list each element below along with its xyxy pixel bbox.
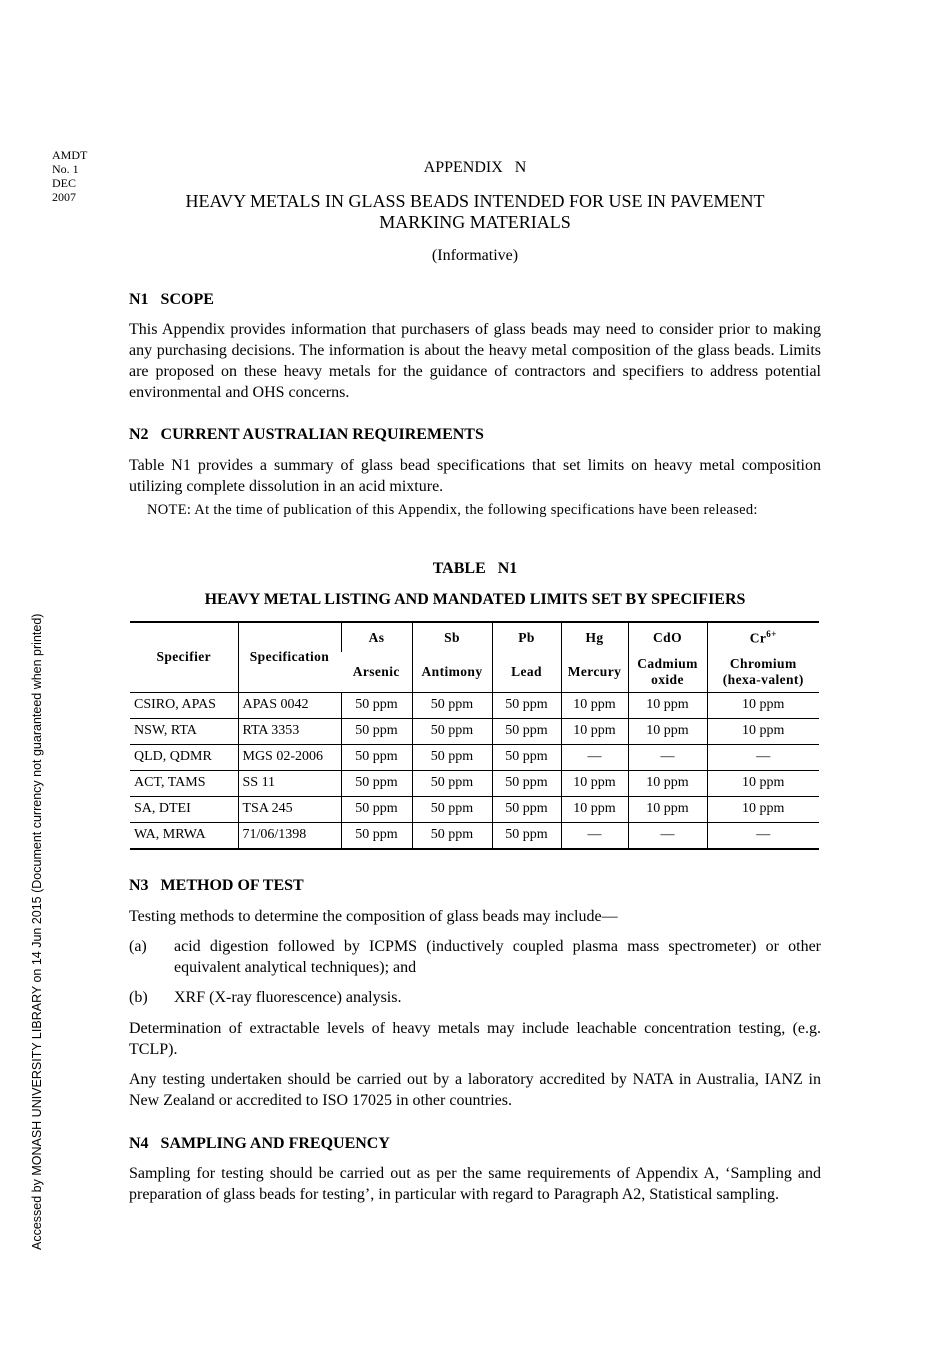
cell-limit: 10 ppm	[561, 796, 628, 822]
cell-limit: 10 ppm	[707, 770, 819, 796]
cell-specification: SS 11	[238, 770, 341, 796]
table-label: TABLE N1	[432, 560, 518, 577]
cell-limit: 50 ppm	[341, 744, 412, 770]
cr-symbol: Cr	[749, 630, 767, 646]
amendment-line: DEC	[52, 176, 76, 190]
section-n3-intro: Testing methods to determine the composition of glass beads may include—	[129, 908, 618, 925]
cell-specification: APAS 0042	[238, 692, 341, 718]
cell-limit: 50 ppm	[341, 822, 412, 849]
table-row	[130, 796, 819, 822]
header-name-cadmium	[628, 652, 707, 692]
cell-limit: 50 ppm	[341, 692, 412, 718]
list-label: (b)	[129, 989, 148, 1006]
cell-limit: 50 ppm	[492, 744, 561, 770]
cell-limit: 50 ppm	[341, 718, 412, 744]
cell-limit: 50 ppm	[412, 796, 492, 822]
cell-specification: TSA 245	[238, 796, 341, 822]
cell-limit: 10 ppm	[628, 692, 707, 718]
header-symbol-cr	[707, 622, 819, 652]
table-row	[130, 770, 819, 796]
cell-limit: 10 ppm	[561, 770, 628, 796]
table-row	[130, 718, 819, 744]
cell-limit: —	[707, 822, 819, 849]
name-line: Cadmium	[637, 655, 698, 671]
cell-limit: 50 ppm	[412, 692, 492, 718]
header-symbol-hg: Hg	[561, 622, 628, 652]
cell-limit: 50 ppm	[492, 718, 561, 744]
appendix-title	[129, 191, 821, 233]
table-row	[130, 822, 819, 849]
cell-specification: RTA 3353	[238, 718, 341, 744]
cell-limit: 50 ppm	[492, 770, 561, 796]
list-item	[129, 936, 821, 978]
cell-limit: —	[707, 744, 819, 770]
name-line: Chromium	[729, 655, 797, 671]
title-line-1: HEAVY METALS IN GLASS BEADS INTENDED FOR USE IN PAVEMENT	[185, 191, 765, 211]
amendment-note	[52, 148, 87, 204]
section-n3-para2: Determination of extractable levels of heavy metals may include leachable concentration testing, (e.g. TCLP).	[129, 1020, 821, 1058]
section-n2-text: Table N1 provides a summary of glass bead specifications that set limits on heavy metal composition utilizing complete dissolution in an acid mixture.	[129, 457, 821, 495]
cell-specifier: QLD, QDMR	[130, 744, 238, 770]
list-text: XRF (X-ray fluorescence) analysis.	[174, 989, 402, 1006]
cell-specifier: NSW, RTA	[130, 718, 238, 744]
name-line: (hexa-valent)	[722, 671, 804, 687]
section-n1-heading: N1 SCOPE	[129, 291, 214, 308]
cell-limit: 10 ppm	[707, 692, 819, 718]
cell-limit: —	[628, 744, 707, 770]
cell-limit: 50 ppm	[341, 770, 412, 796]
section-n3-heading: N3 METHOD OF TEST	[129, 877, 304, 894]
cell-limit: 10 ppm	[561, 718, 628, 744]
cell-limit: 50 ppm	[492, 692, 561, 718]
cell-limit: 10 ppm	[707, 796, 819, 822]
section-n2-heading: N2 CURRENT AUSTRALIAN REQUIREMENTS	[129, 426, 484, 443]
list-text: acid digestion followed by ICPMS (inductively coupled plasma mass spectrometer) or other equivalent analytical techniques); and	[174, 938, 821, 976]
cell-limit: 50 ppm	[492, 822, 561, 849]
cell-specifier: ACT, TAMS	[130, 770, 238, 796]
cell-limit: 50 ppm	[341, 796, 412, 822]
cell-limit: —	[561, 744, 628, 770]
cell-specifier: WA, MRWA	[130, 822, 238, 849]
cell-specification: MGS 02-2006	[238, 744, 341, 770]
cr-superscript: 6+	[766, 628, 777, 639]
table-row	[130, 744, 819, 770]
cell-specifier: CSIRO, APAS	[130, 692, 238, 718]
header-symbol-as: As	[341, 622, 412, 652]
header-symbol-pb: Pb	[492, 622, 561, 652]
header-symbol-sb: Sb	[412, 622, 492, 652]
amendment-line: No. 1	[52, 162, 79, 176]
title-line-2: MARKING MATERIALS	[379, 212, 571, 232]
cell-limit: 50 ppm	[492, 796, 561, 822]
header-specifier: Specifier	[130, 622, 238, 692]
header-specification: Specification	[238, 622, 341, 692]
cell-limit: —	[561, 822, 628, 849]
cell-limit: 10 ppm	[628, 796, 707, 822]
table-row	[130, 692, 819, 718]
cell-limit: 50 ppm	[412, 718, 492, 744]
appendix-subtitle: (Informative)	[431, 247, 519, 264]
cell-specification: 71/06/1398	[238, 822, 341, 849]
cell-limit: —	[628, 822, 707, 849]
cell-limit: 10 ppm	[628, 718, 707, 744]
amendment-line: 2007	[52, 190, 76, 204]
section-n2-note: NOTE: At the time of publication of this Appendix, the following specifications have been released:	[147, 502, 758, 518]
header-name-antimony: Antimony	[412, 652, 492, 692]
amendment-line: AMDT	[52, 148, 88, 162]
cell-limit: 10 ppm	[628, 770, 707, 796]
cell-limit: 10 ppm	[561, 692, 628, 718]
table-body	[130, 692, 819, 849]
heavy-metal-table	[130, 621, 819, 850]
header-name-lead: Lead	[492, 652, 561, 692]
header-name-chromium	[707, 652, 819, 692]
access-watermark: Accessed by MONASH UNIVERSITY LIBRARY on 14 Jun 2015 (Document currency not guaranteed when printed)	[30, 613, 44, 1250]
header-symbol-cdo: CdO	[628, 622, 707, 652]
header-name-mercury: Mercury	[561, 652, 628, 692]
section-n1-text: This Appendix provides information that purchasers of glass beads may need to consider prior to making any purchasing decisions. The information is about the heavy metal composition of the glass beads. Limits are proposed on these heavy metals for the guidance of contractors and specifiers to address potential environmental and OHS concerns.	[129, 321, 821, 401]
cell-limit: 10 ppm	[707, 718, 819, 744]
cell-limit: 50 ppm	[412, 744, 492, 770]
section-n3-para3: Any testing undertaken should be carried out by a laboratory accredited by NATA in Australia, IANZ in New Zealand or accredited to ISO 17025 in other countries.	[129, 1071, 821, 1109]
cell-limit: 50 ppm	[412, 822, 492, 849]
list-item	[129, 987, 821, 1008]
table-title: HEAVY METAL LISTING AND MANDATED LIMITS SET BY SPECIFIERS	[204, 591, 746, 608]
section-n4-text: Sampling for testing should be carried out as per the same requirements of Appendix A, ‘Sampling and preparation of glass beads for testing’, in particular with regard to Paragraph A2, Statistical sampling.	[129, 1165, 821, 1203]
name-line: oxide	[651, 671, 684, 687]
header-name-arsenic: Arsenic	[352, 663, 400, 679]
cell-limit: 50 ppm	[412, 770, 492, 796]
appendix-label: APPENDIX N	[423, 159, 527, 176]
cell-specifier: SA, DTEI	[130, 796, 238, 822]
section-n4-heading: N4 SAMPLING AND FREQUENCY	[129, 1135, 390, 1152]
list-label: (a)	[129, 938, 147, 955]
